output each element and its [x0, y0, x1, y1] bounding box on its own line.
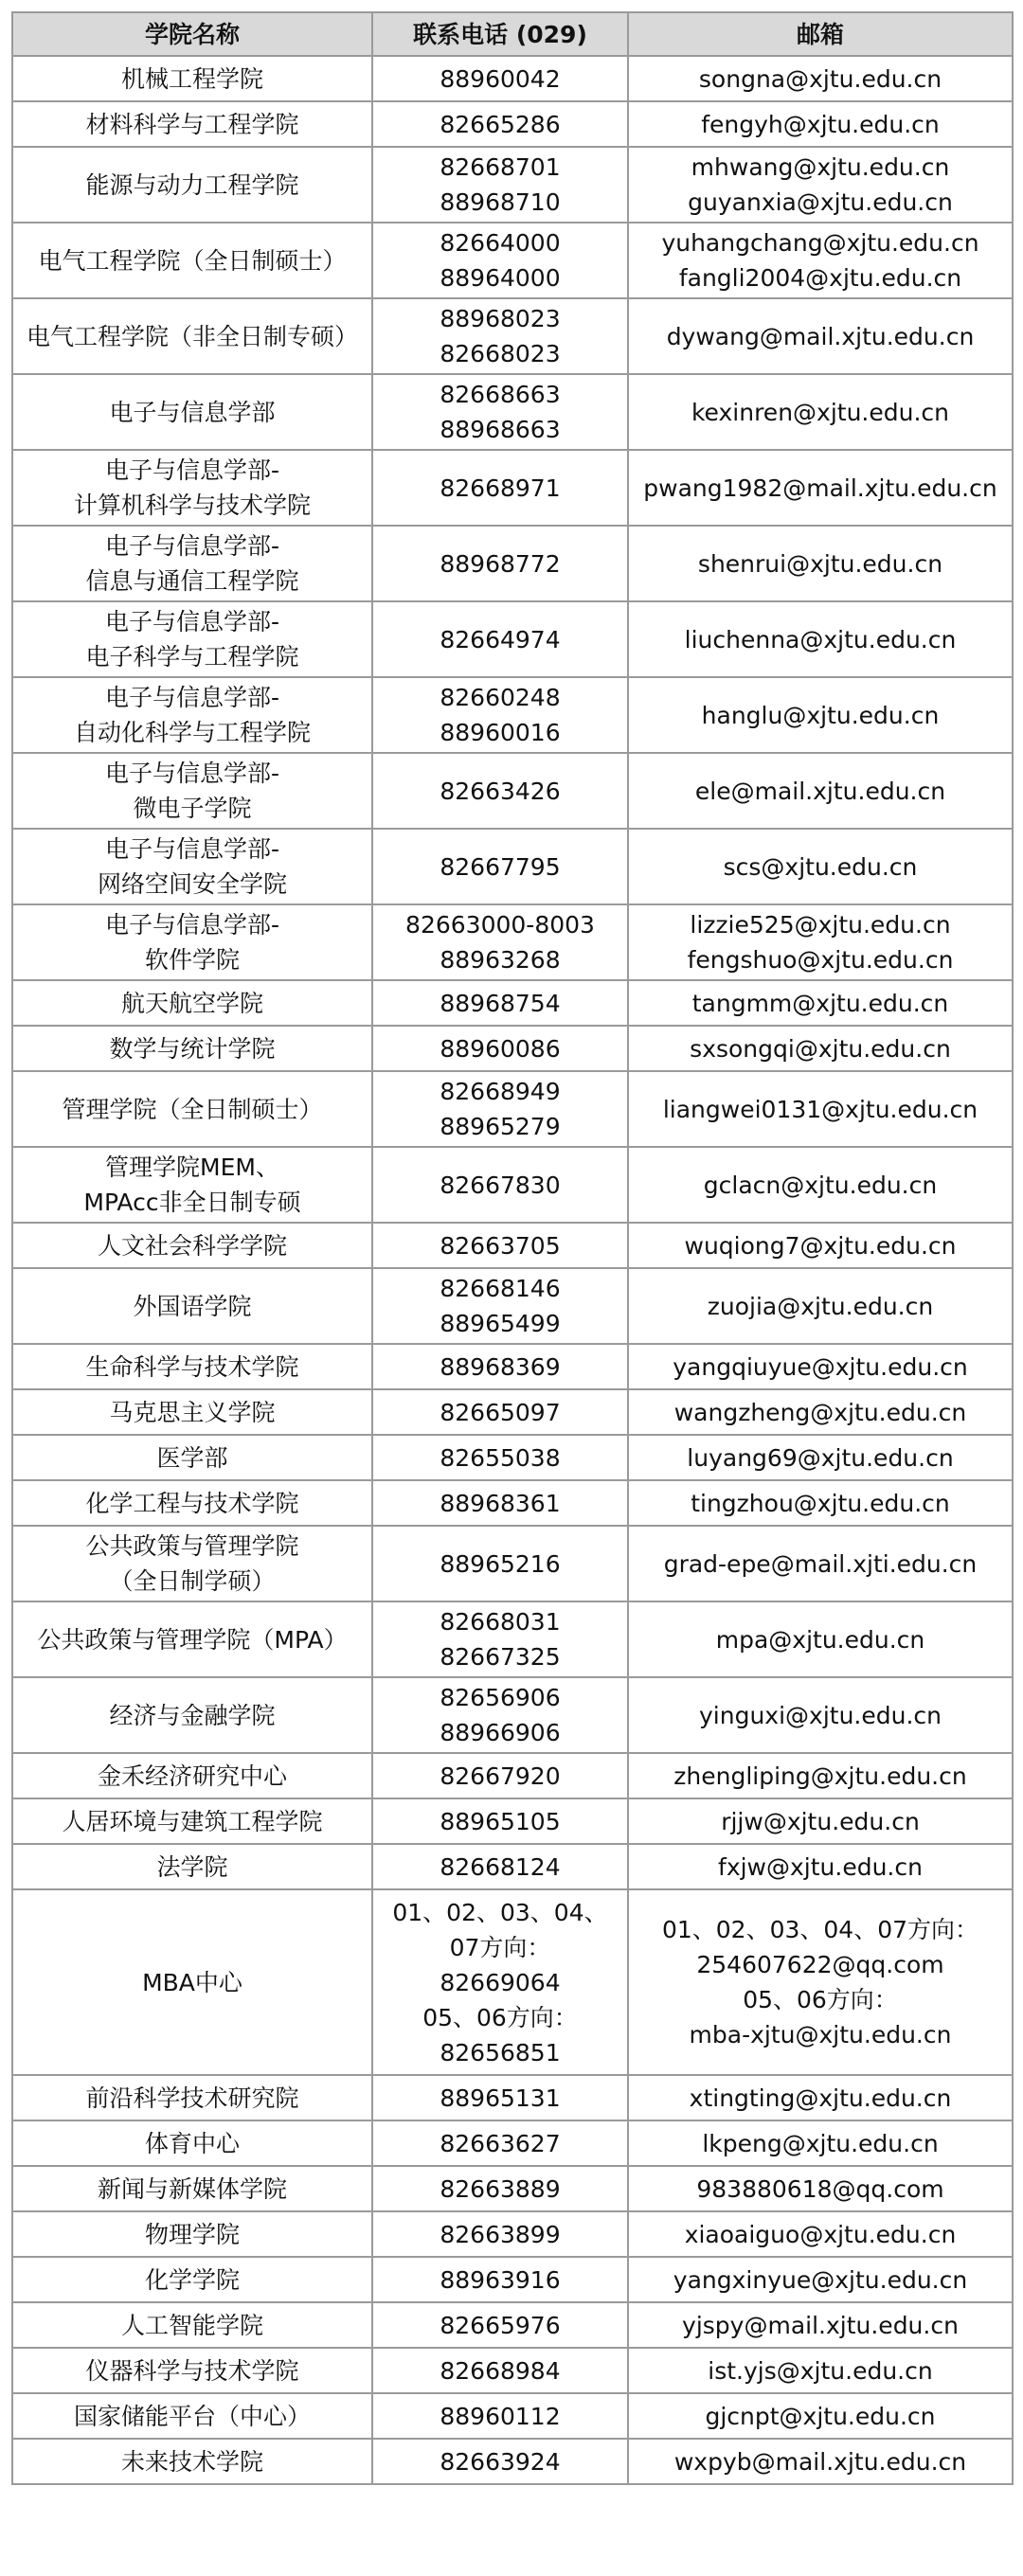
college-name-cell: 仪器科学与技术学院 — [12, 2348, 372, 2393]
phone-cell: 82663705 — [372, 1223, 628, 1268]
email-cell: lkpeng@xjtu.edu.cn — [628, 2120, 1013, 2166]
table-row — [12, 1844, 1013, 1889]
email-cell: zuojia@xjtu.edu.cn — [628, 1268, 1013, 1344]
email-cell: grad-epe@mail.xjti.edu.cn — [628, 1526, 1013, 1601]
header-college-name: 学院名称 — [12, 12, 372, 56]
college-name-cell: 物理学院 — [12, 2211, 372, 2257]
email-cell: gclacn@xjtu.edu.cn — [628, 1147, 1013, 1223]
college-name-cell: 电子与信息学部- 软件学院 — [12, 904, 372, 980]
phone-cell: 82655038 — [372, 1435, 628, 1480]
college-name-cell: 数学与统计学院 — [12, 1026, 372, 1071]
phone-cell: 82656906 88966906 — [372, 1677, 628, 1753]
table-row — [12, 374, 1013, 450]
table-row — [12, 56, 1013, 101]
college-name-cell: 管理学院MEM、 MPAcc非全日制专硕 — [12, 1147, 372, 1223]
phone-cell: 82663426 — [372, 753, 628, 829]
table-row — [12, 1147, 1013, 1223]
email-cell: rjjw@xjtu.edu.cn — [628, 1798, 1013, 1844]
phone-cell: 82667795 — [372, 829, 628, 904]
phone-cell: 82668124 — [372, 1844, 628, 1889]
email-cell: liuchenna@xjtu.edu.cn — [628, 601, 1013, 677]
phone-cell: 01、02、03、04、 07方向： 82669064 05、06方向： 82656851 — [372, 1889, 628, 2075]
table-row — [12, 980, 1013, 1026]
email-cell: zhengliping@xjtu.edu.cn — [628, 1753, 1013, 1798]
phone-cell: 82663000-8003 88963268 — [372, 904, 628, 980]
phone-cell: 88963916 — [372, 2257, 628, 2302]
phone-cell: 82668663 88968663 — [372, 374, 628, 450]
table-row — [12, 753, 1013, 829]
table-row — [12, 450, 1013, 526]
table-row — [12, 2211, 1013, 2257]
college-name-cell: 金禾经济研究中心 — [12, 1753, 372, 1798]
college-name-cell: MBA中心 — [12, 1889, 372, 2075]
header-email: 邮箱 — [628, 12, 1013, 56]
college-name-cell: 公共政策与管理学院 （全日制学硕） — [12, 1526, 372, 1601]
college-name-cell: 电子与信息学部 — [12, 374, 372, 450]
phone-cell: 82664000 88964000 — [372, 223, 628, 298]
table-row — [12, 147, 1013, 223]
table-row — [12, 2302, 1013, 2348]
college-contact-table — [11, 11, 1014, 2485]
email-cell: sxsongqi@xjtu.edu.cn — [628, 1026, 1013, 1071]
table-row — [12, 1677, 1013, 1753]
email-cell: fxjw@xjtu.edu.cn — [628, 1844, 1013, 1889]
email-cell: pwang1982@mail.xjtu.edu.cn — [628, 450, 1013, 526]
college-name-cell: 管理学院（全日制硕士） — [12, 1071, 372, 1147]
phone-cell: 82663924 — [372, 2439, 628, 2484]
email-cell: songna@xjtu.edu.cn — [628, 56, 1013, 101]
phone-cell: 88968023 82668023 — [372, 298, 628, 374]
email-cell: tangmm@xjtu.edu.cn — [628, 980, 1013, 1026]
phone-cell: 82668146 88965499 — [372, 1268, 628, 1344]
phone-cell: 82663889 — [372, 2166, 628, 2211]
phone-cell: 88968772 — [372, 526, 628, 601]
email-cell: gjcnpt@xjtu.edu.cn — [628, 2393, 1013, 2439]
table-row — [12, 1344, 1013, 1389]
table-body — [12, 56, 1013, 2484]
table-row — [12, 1268, 1013, 1344]
email-cell: wuqiong7@xjtu.edu.cn — [628, 1223, 1013, 1268]
table-row — [12, 298, 1013, 374]
college-name-cell: 国家储能平台（中心） — [12, 2393, 372, 2439]
college-name-cell: 体育中心 — [12, 2120, 372, 2166]
table-row — [12, 2257, 1013, 2302]
phone-cell: 82668971 — [372, 450, 628, 526]
college-name-cell: 经济与金融学院 — [12, 1677, 372, 1753]
table-row — [12, 526, 1013, 601]
college-name-cell: 法学院 — [12, 1844, 372, 1889]
college-name-cell: 电子与信息学部- 自动化科学与工程学院 — [12, 677, 372, 753]
table-row — [12, 601, 1013, 677]
table-row — [12, 1798, 1013, 1844]
table-row — [12, 2393, 1013, 2439]
table-row — [12, 1480, 1013, 1526]
table-row — [12, 1026, 1013, 1071]
table-row — [12, 1601, 1013, 1677]
email-cell: liangwei0131@xjtu.edu.cn — [628, 1071, 1013, 1147]
table-row — [12, 2120, 1013, 2166]
email-cell: ist.yjs@xjtu.edu.cn — [628, 2348, 1013, 2393]
college-name-cell: 医学部 — [12, 1435, 372, 1480]
table-row — [12, 1753, 1013, 1798]
college-name-cell: 马克思主义学院 — [12, 1389, 372, 1435]
phone-cell: 88960042 — [372, 56, 628, 101]
table-row — [12, 904, 1013, 980]
phone-cell: 82665286 — [372, 101, 628, 147]
email-cell: scs@xjtu.edu.cn — [628, 829, 1013, 904]
email-cell: 983880618@qq.com — [628, 2166, 1013, 2211]
phone-cell: 82668701 88968710 — [372, 147, 628, 223]
table-header-row — [12, 12, 1013, 56]
phone-cell: 88968369 — [372, 1344, 628, 1389]
college-name-cell: 公共政策与管理学院（MPA） — [12, 1601, 372, 1677]
email-cell: yuhangchang@xjtu.edu.cn fangli2004@xjtu.edu.cn — [628, 223, 1013, 298]
phone-cell: 82668031 82667325 — [372, 1601, 628, 1677]
phone-cell: 88968361 — [372, 1480, 628, 1526]
college-name-cell: 材料科学与工程学院 — [12, 101, 372, 147]
college-name-cell: 化学工程与技术学院 — [12, 1480, 372, 1526]
college-name-cell: 人文社会科学学院 — [12, 1223, 372, 1268]
table-row — [12, 1071, 1013, 1147]
email-cell: yangxinyue@xjtu.edu.cn — [628, 2257, 1013, 2302]
college-name-cell: 航天航空学院 — [12, 980, 372, 1026]
college-name-cell: 未来技术学院 — [12, 2439, 372, 2484]
table-row — [12, 223, 1013, 298]
email-cell: luyang69@xjtu.edu.cn — [628, 1435, 1013, 1480]
table-row — [12, 1223, 1013, 1268]
college-name-cell: 机械工程学院 — [12, 56, 372, 101]
email-cell: yinguxi@xjtu.edu.cn — [628, 1677, 1013, 1753]
phone-cell: 88965105 — [372, 1798, 628, 1844]
college-name-cell: 人工智能学院 — [12, 2302, 372, 2348]
college-name-cell: 电子与信息学部- 信息与通信工程学院 — [12, 526, 372, 601]
email-cell: wxpyb@mail.xjtu.edu.cn — [628, 2439, 1013, 2484]
phone-cell: 88968754 — [372, 980, 628, 1026]
email-cell: yangqiuyue@xjtu.edu.cn — [628, 1344, 1013, 1389]
email-cell: shenrui@xjtu.edu.cn — [628, 526, 1013, 601]
phone-cell: 82665097 — [372, 1389, 628, 1435]
phone-cell: 88965131 — [372, 2075, 628, 2120]
college-name-cell: 电子与信息学部- 计算机科学与技术学院 — [12, 450, 372, 526]
college-name-cell: 人居环境与建筑工程学院 — [12, 1798, 372, 1844]
phone-cell: 82663899 — [372, 2211, 628, 2257]
email-cell: tingzhou@xjtu.edu.cn — [628, 1480, 1013, 1526]
email-cell: xtingting@xjtu.edu.cn — [628, 2075, 1013, 2120]
phone-cell: 88960086 — [372, 1026, 628, 1071]
college-name-cell: 前沿科学技术研究院 — [12, 2075, 372, 2120]
college-name-cell: 电子与信息学部- 微电子学院 — [12, 753, 372, 829]
table-row — [12, 677, 1013, 753]
table-row — [12, 1435, 1013, 1480]
email-cell: 01、02、03、04、07方向： 254607622@qq.com 05、06方向： mba-xjtu@xjtu.edu.cn — [628, 1889, 1013, 2075]
email-cell: lizzie525@xjtu.edu.cn fengshuo@xjtu.edu.cn — [628, 904, 1013, 980]
phone-cell: 82667920 — [372, 1753, 628, 1798]
email-cell: mpa@xjtu.edu.cn — [628, 1601, 1013, 1677]
email-cell: fengyh@xjtu.edu.cn — [628, 101, 1013, 147]
college-name-cell: 化学学院 — [12, 2257, 372, 2302]
email-cell: xiaoaiguo@xjtu.edu.cn — [628, 2211, 1013, 2257]
phone-cell: 82665976 — [372, 2302, 628, 2348]
phone-cell: 82660248 88960016 — [372, 677, 628, 753]
table-row — [12, 1889, 1013, 2075]
contact-table-wrapper — [11, 11, 1014, 2485]
header-phone: 联系电话 (029) — [372, 12, 628, 56]
college-name-cell: 生命科学与技术学院 — [12, 1344, 372, 1389]
table-row — [12, 1526, 1013, 1601]
phone-cell: 82668949 88965279 — [372, 1071, 628, 1147]
email-cell: dywang@mail.xjtu.edu.cn — [628, 298, 1013, 374]
phone-cell: 82664974 — [372, 601, 628, 677]
phone-cell: 82667830 — [372, 1147, 628, 1223]
college-name-cell: 电气工程学院（全日制硕士） — [12, 223, 372, 298]
email-cell: wangzheng@xjtu.edu.cn — [628, 1389, 1013, 1435]
table-row — [12, 2075, 1013, 2120]
email-cell: mhwang@xjtu.edu.cn guyanxia@xjtu.edu.cn — [628, 147, 1013, 223]
table-row — [12, 829, 1013, 904]
college-name-cell: 能源与动力工程学院 — [12, 147, 372, 223]
phone-cell: 82668984 — [372, 2348, 628, 2393]
college-name-cell: 电子与信息学部- 电子科学与工程学院 — [12, 601, 372, 677]
table-row — [12, 101, 1013, 147]
table-row — [12, 2166, 1013, 2211]
email-cell: yjspy@mail.xjtu.edu.cn — [628, 2302, 1013, 2348]
table-row — [12, 1389, 1013, 1435]
phone-cell: 88960112 — [372, 2393, 628, 2439]
email-cell: kexinren@xjtu.edu.cn — [628, 374, 1013, 450]
email-cell: hanglu@xjtu.edu.cn — [628, 677, 1013, 753]
college-name-cell: 新闻与新媒体学院 — [12, 2166, 372, 2211]
college-name-cell: 外国语学院 — [12, 1268, 372, 1344]
table-row — [12, 2439, 1013, 2484]
email-cell: ele@mail.xjtu.edu.cn — [628, 753, 1013, 829]
phone-cell: 82663627 — [372, 2120, 628, 2166]
college-name-cell: 电子与信息学部- 网络空间安全学院 — [12, 829, 372, 904]
table-row — [12, 2348, 1013, 2393]
phone-cell: 88965216 — [372, 1526, 628, 1601]
college-name-cell: 电气工程学院（非全日制专硕） — [12, 298, 372, 374]
